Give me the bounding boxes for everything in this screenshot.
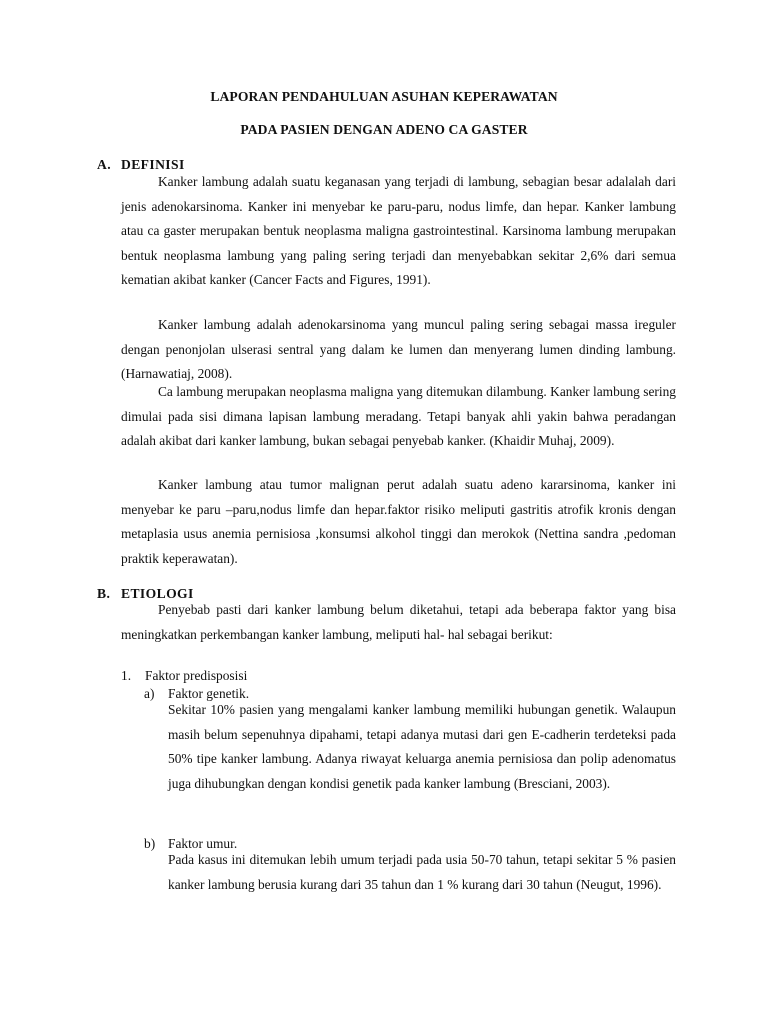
list-item-1-marker: 1. [121, 668, 132, 683]
etiologi-intro: Penyebab pasti dari kanker lambung belum diketahui, tetapi ada beberapa faktor yang bisa meningkatkan perkembangan kanker lambung, meliputi hal- hal sebagai berikut: [121, 602, 676, 642]
sub-item-b-marker: b) [144, 836, 156, 851]
sub-item-a-label: Faktor genetik. [168, 686, 250, 701]
section-a-letter: A. [97, 157, 112, 172]
list-item-1 [121, 668, 247, 684]
definisi-paragraph-1: Kanker lambung adalah suatu keganasan yang terjadi di lambung, sebagian besar adalalah dari jenis adenokarsinoma. Kanker ini menyebar ke paru-paru, nodus limfe, dan hepar. Kanker lambung atau ca gaster merupakan bentuk neoplasma maligna gastrointestinal. Karsinoma lambung merupakan bentuk neoplasma lambung yang paling sering terjadi dan menyebabkan sekitar 2,6% dari semua kematian akibat kanker (Cancer Facts and Figures, 1991). [121, 174, 676, 287]
section-a-title: DEFINISI [121, 157, 185, 172]
definisi-paragraph-3: Ca lambung merupakan neoplasma maligna yang ditemukan dilambung. Kanker lambung sering dimulai pada sisi dimana lapisan lambung meradang. Tetapi banyak ahli yakin bahwa peradangan adalah akibat dari kanker lambung, bukan sebagai penyebab kanker. (Khaidir Muhaj, 2009). [121, 384, 676, 448]
sub-item-b-label: Faktor umur. [168, 836, 238, 851]
document-title-line-2: PADA PASIEN DENGAN ADENO CA GASTER [240, 122, 528, 137]
sub-item-a-marker: a) [144, 686, 155, 701]
definisi-paragraph-2: Kanker lambung adalah adenokarsinoma yang muncul paling sering sebagai massa ireguler dengan penonjolan ulserasi sentral yang dalam ke lumen dan menyerang lumen dinding lambung. (Harnawatiaj, 2008). [121, 317, 676, 381]
sub-item-b-text: Pada kasus ini ditemukan lebih umum terjadi pada usia 50-70 tahun, tetapi sekitar 5 % pasien kanker lambung berusia kurang dari 35 tahun dan 1 % kurang dari 30 tahun (Neugut, 1996). [168, 852, 676, 892]
sub-item-a-text: Sekitar 10% pasien yang mengalami kanker lambung memiliki hubungan genetik. Walaupun masih belum sepenuhnya dipahami, tetapi adanya mutasi dari gen E-cadherin terdeteksi pada 50% tipe kanker lambung. Adanya riwayat keluarga anemia pernisiosa dan polip adenomatus juga dihubungkan dengan kondisi genetik pada kanker lambung (Bresciani, 2003). [168, 702, 676, 791]
section-b-title: ETIOLOGI [121, 586, 194, 601]
document-title-line-1: LAPORAN PENDAHULUAN ASUHAN KEPERAWATAN [210, 89, 558, 104]
definisi-paragraph-4: Kanker lambung atau tumor malignan perut adalah suatu adeno kararsinoma, kanker ini menyebar ke paru –paru,nodus limfe dan hepar.faktor risiko meliputi gastritis atrofik kronis dengan metaplasia usus anemia pernisiosa ,konsumsi alkohol tinggi dan merokok (Nettina sandra ,pedoman praktik keperawatan). [121, 477, 676, 566]
list-item-1-label: Faktor predisposisi [145, 668, 248, 683]
section-b-letter: B. [97, 586, 111, 601]
